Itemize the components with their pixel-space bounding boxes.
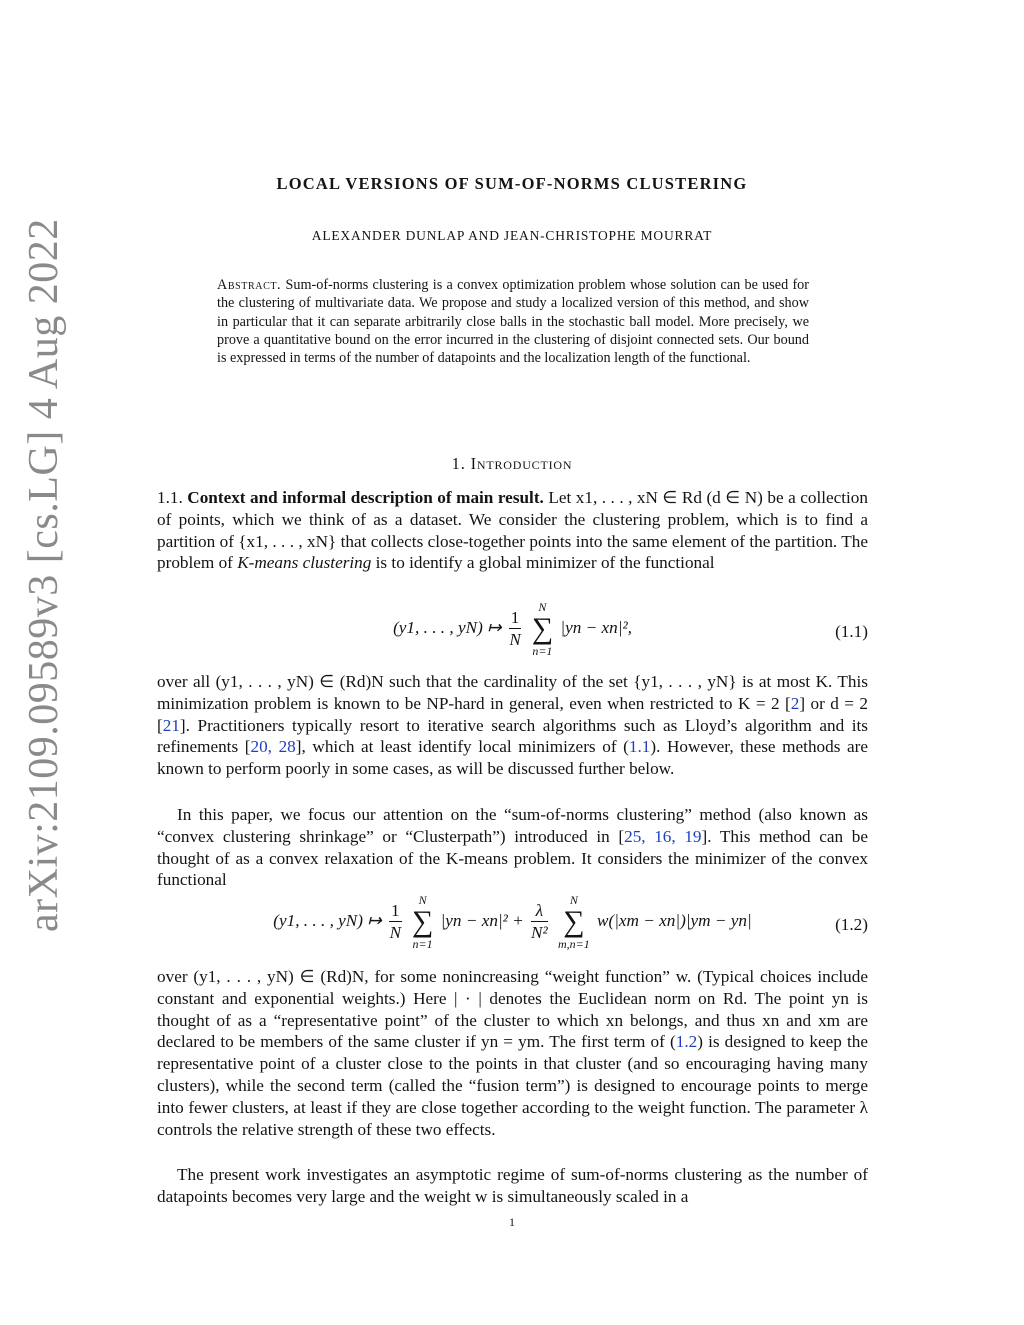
paragraph-1-lead: Let x1, . . . , xN ∈ Rd (d ∈ N) be a collection of points, which we think of as a dataset. We consider the clustering problem, which is to find a partition of {x1, . . . , xN} that collects close-together points into the same element of the partition. The problem of — [157, 488, 868, 573]
eq2-term-2: w(|xm − xn|)|ym − yn| — [597, 910, 752, 930]
equation-1-2 — [157, 893, 868, 959]
eq2-term-1: |yn − xn|² + — [440, 910, 524, 930]
paragraph-4: over (y1, . . . , yN) ∈ (Rd)N, for some nonincreasing “weight function” w. (Typical choices include constant and exponential weights.) Here | · | denotes the Euclidean norm on Rd. The point yn is thought of as a “representative point” of the cluster to which xn belongs, and thus xn and xm are declared to be members of the same cluster if yn = ym. The first term of (1.2) is designed to keep the representative point of a cluster close to the points in that cluster (and so encouraging having many clusters), while the second term (called the “fusion term”) is designed to encourage points to merge into fewer clusters, at least if they are close together according to the weight function. The parameter λ controls the relative strength of these two effects. — [157, 967, 868, 1139]
citation-link[interactable]: 2 — [790, 693, 800, 713]
equation-number-1-1: (1.1) — [835, 622, 868, 641]
citation-link[interactable]: 25, 16, 19 — [624, 826, 702, 846]
abstract-label: Abstract. — [217, 277, 282, 293]
abstract — [217, 276, 809, 367]
subsection-title: Context and informal description of main result. — [187, 488, 544, 507]
paragraph-1 — [157, 487, 868, 574]
paper-title: LOCAL VERSIONS OF SUM-OF-NORMS CLUSTERING — [276, 174, 748, 193]
eq1-fraction: $\frac{1}{N}$ — [509, 607, 521, 649]
paragraph-2: over all (y1, . . . , yN) ∈ (Rd)N such that the cardinality of the set {y1, . . . , yN} is at most K. This minimization problem is known to be NP-hard in general, even when restricted to K = 2 [2] or d = 2 [21]. Practitioners typically resort to iterative search algorithms such as Lloyd’s algorithm and its refinements [20, 28], which at least identify local minimizers of (1.1). However, these methods are known to perform poorly in some cases, as will be discussed further below. — [157, 672, 869, 779]
eq1-lhs: (y1, . . . , yN) ↦ — [393, 617, 502, 637]
paragraph-3: In this paper, we focus our attention on the “sum-of-norms clustering” method (also known as “convex clustering shrinkage” or “Clusterpath”) introduced in [25, 16, 19]. This method can be thought of as a convex relaxation of the K-means problem. It considers the minimizer of the convex functional — [157, 805, 868, 890]
equation-reference-link[interactable]: 1.2 — [675, 1032, 698, 1052]
k-means-term: K-means clustering — [237, 553, 372, 573]
equation-1-1 — [157, 600, 868, 666]
paragraph-5: The present work investigates an asymptotic regime of sum-of-norms clustering as the number of datapoints becomes very large and the weight w is simultaneously scaled in a — [157, 1165, 868, 1206]
eq2-summation-1: N ∑ n=1 — [411, 893, 434, 951]
paragraph-1-tail: is to identify a global minimizer of the functional — [371, 553, 715, 573]
paper-authors: ALEXANDER DUNLAP AND JEAN-CHRISTOPHE MOURRAT — [311, 228, 713, 243]
arxiv-side-stamp: arXiv:2109.09589v3 [cs.LG] 4 Aug 2022 — [21, 218, 67, 932]
eq2-fraction-1: $\frac{1}{N}$ — [389, 900, 402, 942]
eq2-summation-2: N ∑ m,n=1 — [557, 893, 590, 951]
eq2-fraction-2: $\frac{\lambda}{\text{N²}}$ — [531, 900, 548, 942]
abstract-text: Sum-of-norms clustering is a convex optimization problem whose solution can be used for the clustering of multivariate data. We propose and study a localized version of this method, and show in particular that it can separate arbitrarily close balls in the stochastic ball model. More precisely, we prove a quantitative bound on the error incurred in the clustering of disjoint connected sets. Our bound is expressed in terms of the number of datapoints and the localization length of the functional. — [217, 277, 810, 367]
citation-link[interactable]: 20, 28 — [250, 737, 296, 757]
eq2-lhs: (y1, . . . , yN) ↦ — [273, 910, 382, 930]
section-heading-introduction: 1. Introduction — [451, 454, 573, 473]
equation-reference-link[interactable]: 1.1 — [628, 737, 651, 757]
page-number: 1 — [509, 1215, 515, 1229]
subsection-number: 1.1. — [157, 488, 183, 507]
eq1-summand: |yn − xn|², — [560, 617, 632, 637]
equation-number-1-2: (1.2) — [835, 915, 868, 934]
citation-link[interactable]: 21 — [162, 715, 180, 735]
eq1-summation: N ∑ n=1 — [531, 600, 554, 658]
